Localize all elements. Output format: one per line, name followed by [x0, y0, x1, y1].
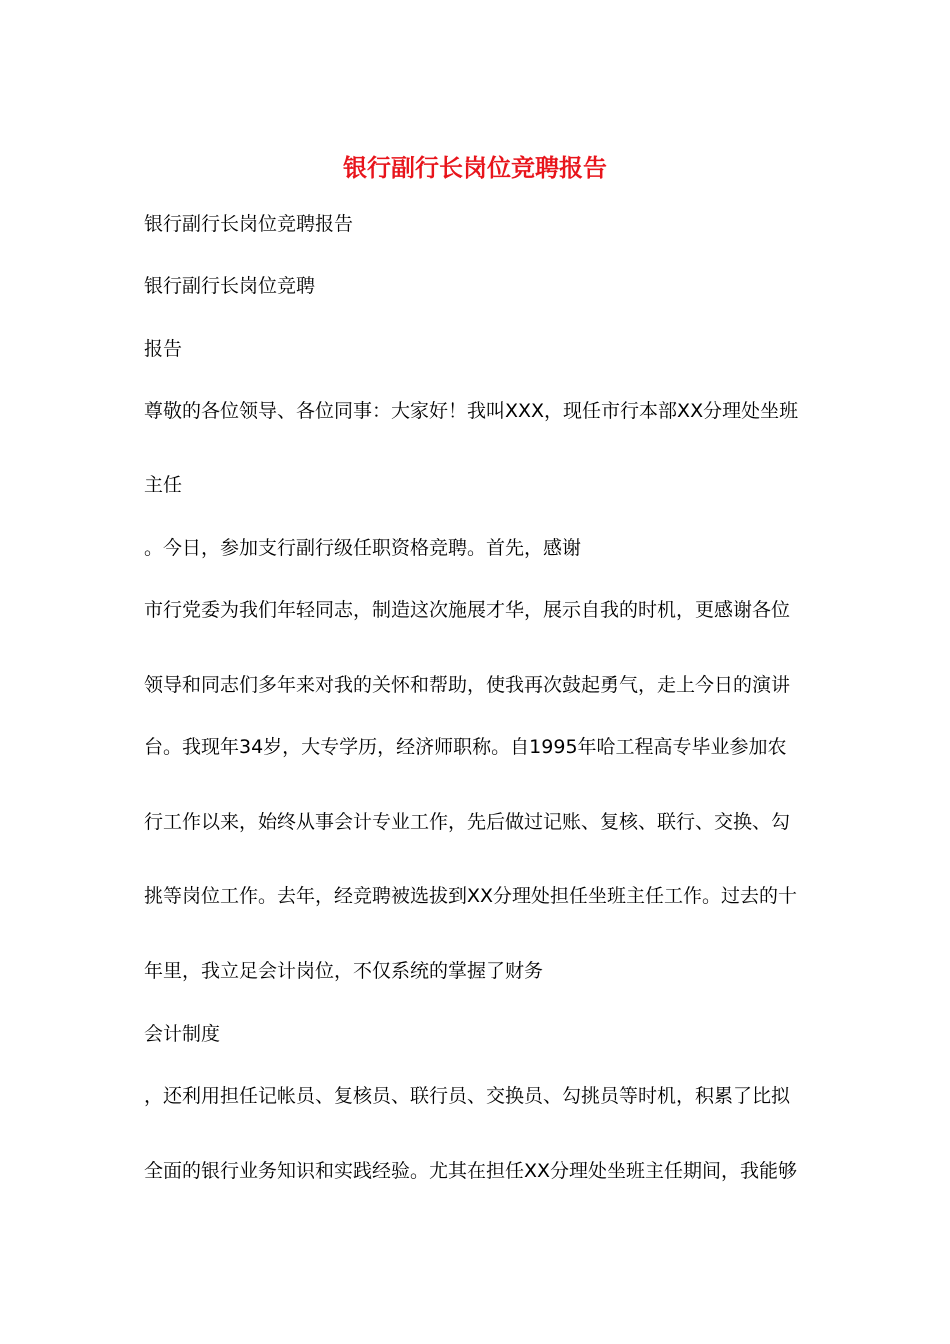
text-line: 挑等岗位工作。去年，经竞聘被选拔到XX分理处担任坐班主任工作。过去的十	[144, 885, 798, 907]
text-line: 银行副行长岗位竞聘报告	[144, 213, 354, 235]
text-line: ，还利用担任记帐员、复核员、联行员、交换员、勾挑员等时机，积累了比拟	[144, 1085, 791, 1107]
text-line: 领导和同志们多年来对我的关怀和帮助，使我再次鼓起勇气，走上今日的演讲	[144, 674, 791, 696]
text-line: 尊敬的各位领导、各位同事：大家好！我叫XXX，现任市行本部XX分理处坐班	[144, 400, 799, 422]
text-line: 主任	[144, 474, 183, 496]
text-line: 银行副行长岗位竞聘	[144, 275, 316, 297]
text-line: 市行党委为我们年轻同志，制造这次施展才华，展示自我的时机，更感谢各位	[144, 599, 791, 621]
document-title: 银行副行长岗位竞聘报告	[343, 153, 607, 182]
text-line: 会计制度	[144, 1023, 221, 1045]
text-line: 台。我现年34岁，大专学历，经济师职称。自1995年哈工程高专毕业参加农	[144, 736, 787, 758]
text-line: 全面的银行业务知识和实践经验。尤其在担任XX分理处坐班主任期间，我能够	[144, 1160, 798, 1182]
text-line: 。今日，参加支行副行级任职资格竞聘。首先，感谢	[144, 537, 582, 559]
text-line: 行工作以来，始终从事会计专业工作，先后做过记账、复核、联行、交换、勾	[144, 811, 791, 833]
text-line: 报告	[144, 338, 183, 360]
text-line: 年里，我立足会计岗位，不仅系统的掌握了财务	[144, 960, 544, 982]
